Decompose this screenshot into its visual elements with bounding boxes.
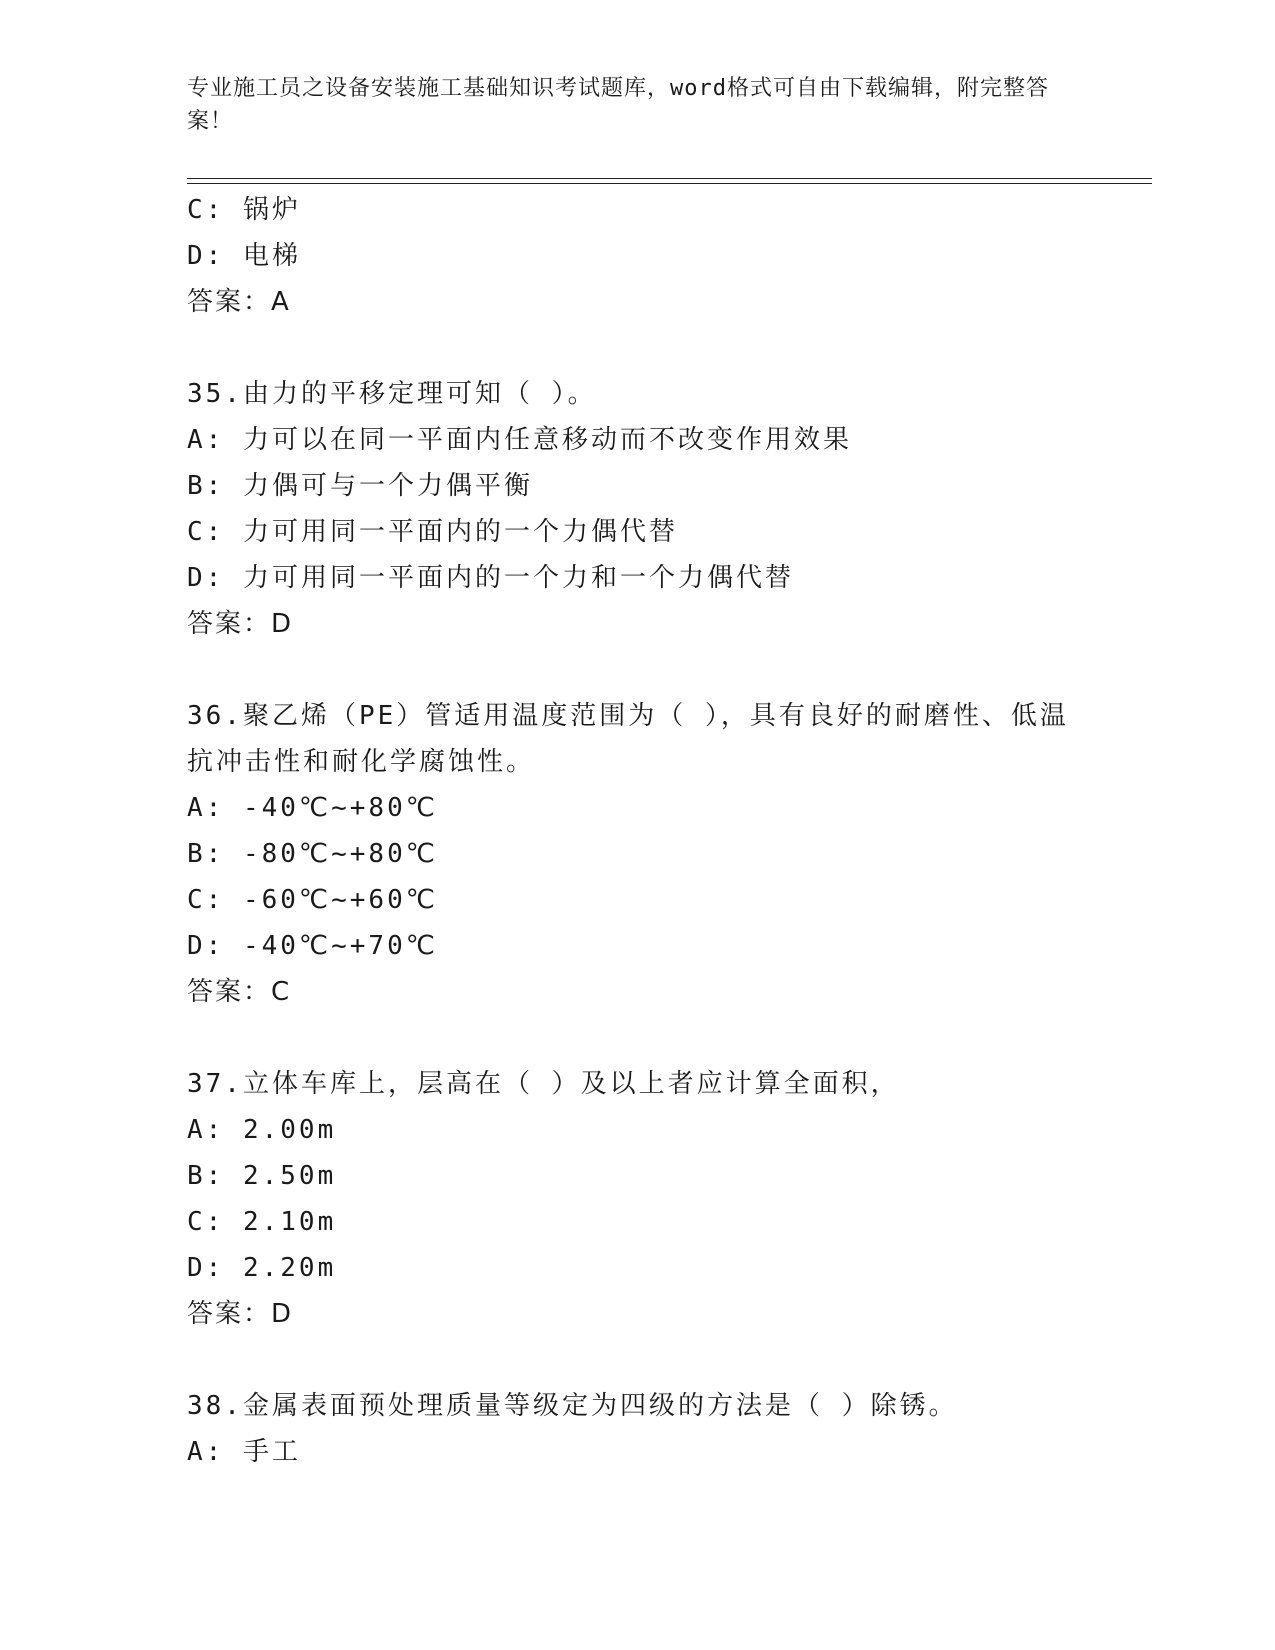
- option-d: D: -40℃~+70℃: [187, 931, 438, 961]
- option-b: B: 2.50m: [187, 1161, 337, 1191]
- option-b: B: -80℃~+80℃: [187, 839, 438, 869]
- answer: 答案：D: [187, 1299, 294, 1329]
- option-b: B: 力偶可与一个力偶平衡: [187, 471, 533, 501]
- option-c: C: -60℃~+60℃: [187, 885, 438, 915]
- header-divider-bottom: [187, 183, 1152, 184]
- document-header: [187, 72, 1067, 138]
- option-a: A: 力可以在同一平面内任意移动而不改变作用效果: [187, 425, 852, 455]
- spacer: [187, 1015, 1087, 1061]
- option-d: D: 力可用同一平面内的一个力和一个力偶代替: [187, 563, 794, 593]
- answer: 答案：D: [187, 609, 294, 639]
- question-37: [187, 1061, 1087, 1337]
- answer: 答案：A: [187, 287, 291, 317]
- question-35: [187, 371, 1087, 647]
- question-text: 35.由力的平移定理可知（ ）。: [187, 379, 597, 409]
- header-title: 专业施工员之设备安装施工基础知识考试题库，word格式可自由下载编辑，附完整答案！: [187, 76, 1049, 134]
- header-divider-top: [187, 178, 1152, 179]
- option-c: C: 2.10m: [187, 1207, 337, 1237]
- question-text: 38.金属表面预处理质量等级定为四级的方法是（ ）除锈。: [187, 1391, 958, 1421]
- option-c: C: 锅炉: [187, 195, 301, 225]
- question-text: 36.聚乙烯（PE）管适用温度范围为（ ），具有良好的耐磨性、低温: [187, 701, 1069, 731]
- question-text: 37.立体车库上，层高在（ ）及以上者应计算全面积，: [187, 1069, 900, 1099]
- answer: 答案：C: [187, 977, 292, 1007]
- question-text-continued: 抗冲击性和耐化学腐蚀性。: [187, 747, 536, 777]
- question-34-continuation: [187, 187, 1087, 325]
- spacer: [187, 325, 1087, 371]
- option-a: A: 2.00m: [187, 1115, 337, 1145]
- option-a: A: -40℃~+80℃: [187, 793, 438, 823]
- spacer: [187, 647, 1087, 693]
- question-38: [187, 1383, 1087, 1475]
- option-d: D: 2.20m: [187, 1253, 337, 1283]
- option-a: A: 手工: [187, 1437, 301, 1467]
- option-c: C: 力可用同一平面内的一个力偶代替: [187, 517, 678, 547]
- question-list: [187, 187, 1087, 1475]
- spacer: [187, 1337, 1087, 1383]
- question-36: [187, 693, 1087, 1015]
- option-d: D: 电梯: [187, 241, 301, 271]
